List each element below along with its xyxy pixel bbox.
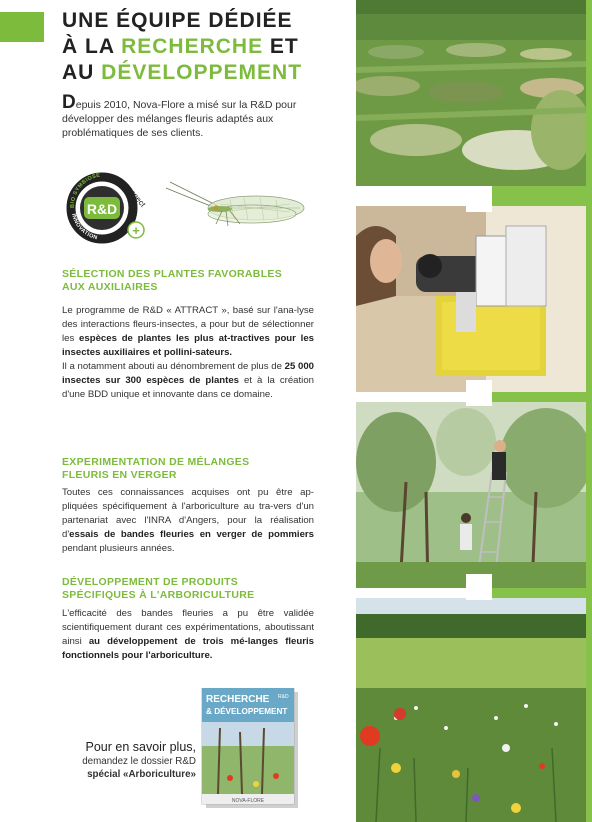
drop-cap: D (62, 92, 76, 113)
section-3-heading-line-2: SPÉCIFIQUES À L'ARBORICULTURE (62, 589, 255, 601)
section-1-heading (62, 268, 314, 294)
section-1-p1-bold: espèces de plantes les plus at-tractives pour les insectes auxiliaires et pollini-sateurs. (62, 333, 315, 358)
section-1-p2-bold: 25 000 insectes sur 300 espèces de plantes (62, 361, 314, 386)
photo-divider-notch-2 (466, 380, 492, 406)
section-product-development (62, 576, 314, 663)
photo-divider-notch-3 (466, 574, 492, 600)
section-orchard-experimentation (62, 456, 314, 556)
badge-connect-text: connect (122, 181, 148, 209)
photo-orchard-ladder (356, 402, 586, 588)
rd-badge-logo (64, 168, 148, 246)
section-2-paragraph (62, 486, 314, 556)
green-accent-tab (0, 12, 44, 42)
badge-ring-top-text: BIO SYMBIOSE (69, 172, 101, 209)
section-3-bold: au développement de trois mé-langes fleuris fonctionnels pour l'arboriculture. (62, 636, 314, 661)
section-2-bold: essais de bandes fleuries en verger de pommiers (69, 529, 314, 540)
more-info-line-3: spécial «Arboriculture» (87, 769, 196, 780)
section-3-heading-line-1: DÉVELOPPEMENT DE PRODUITS (62, 576, 239, 588)
title-line-2-pre: À LA (62, 35, 122, 58)
section-2-heading-line-2: FLEURIS EN VERGER (62, 469, 177, 481)
section-1-heading-line-2: AUX AUXILIAIRES (62, 281, 158, 293)
booklet-title-line-2: & DÉVELOPPEMENT (206, 707, 288, 716)
booklet-tag: R&D (278, 694, 289, 700)
section-2-heading (62, 456, 314, 482)
section-1-paragraph-2 (62, 360, 314, 402)
booklet-title-line-1: RECHERCHE (206, 694, 270, 705)
section-3-text-a: L'efficacité des bandes fleuries a pu être validée scientifiquement durant ces expérimentations, aboutissant ainsi (62, 608, 314, 647)
badge-center-label: R&D (86, 201, 118, 217)
badge-plus-sign: + (132, 223, 140, 238)
section-1-p2-text-c: et à la création d'une BDD unique et innovante dans ce domaine. (62, 375, 314, 400)
section-1-p2-text-a: Il a notamment abouti au dénombrement de plus de (62, 361, 285, 372)
section-1-p1-text: Le programme de R&D « ATTRACT », basé sur l'ana-lyse des interactions fleurs-insectes, a pour but de sélectionner les (62, 305, 314, 344)
more-info-line-2: demandez le dossier R&D (82, 756, 196, 767)
more-info-line-1: Pour en savoir plus, (85, 740, 196, 754)
title-line-2-post: ET (263, 35, 299, 58)
booklet-footer-brand: NOVA-FLORE (231, 798, 265, 804)
section-3-paragraph (62, 607, 314, 663)
photo-divider-notch-1 (466, 186, 492, 212)
photo-microscope-research (356, 206, 586, 392)
section-3-heading (62, 576, 314, 602)
photo-field-trial-plots (356, 0, 586, 186)
section-plant-selection (62, 268, 314, 402)
section-2-text-c: pendant plusieurs années. (62, 543, 175, 554)
rd-booklet-cover (200, 688, 300, 810)
section-1-paragraph-1 (62, 304, 314, 360)
more-info-callout (62, 740, 196, 781)
title-highlight-developpement: DÉVELOPPEMENT (101, 61, 303, 84)
title-line-1: UNE ÉQUIPE DÉDIÉE (62, 9, 293, 32)
intro-text: epuis 2010, Nova-Flore a misé sur la R&D pour développer des mélanges fleuris adaptés aux problématiques de ses clients. (62, 99, 297, 139)
title-highlight-recherche: RECHERCHE (121, 35, 264, 58)
lacewing-insect-illustration (160, 178, 310, 234)
title-line-3-pre: AU (62, 61, 102, 84)
intro-paragraph (62, 92, 342, 140)
section-2-text-a: Toutes ces connaissances acquises ont pu être ap-pliquées spécifiquement à l'arboriculture au tra-vers d'un partenariat avec l'INRA d'Angers, pour la réalisation d' (62, 487, 314, 540)
section-2-heading-line-1: EXPERIMENTATION DE MÉLANGES (62, 456, 250, 468)
section-1-heading-line-1: SÉLECTION DES PLANTES FAVORABLES (62, 268, 283, 280)
badge-ring-bottom-text: INNOVATION (70, 213, 99, 242)
page-title (62, 8, 352, 86)
photo-flower-meadow (356, 598, 586, 822)
